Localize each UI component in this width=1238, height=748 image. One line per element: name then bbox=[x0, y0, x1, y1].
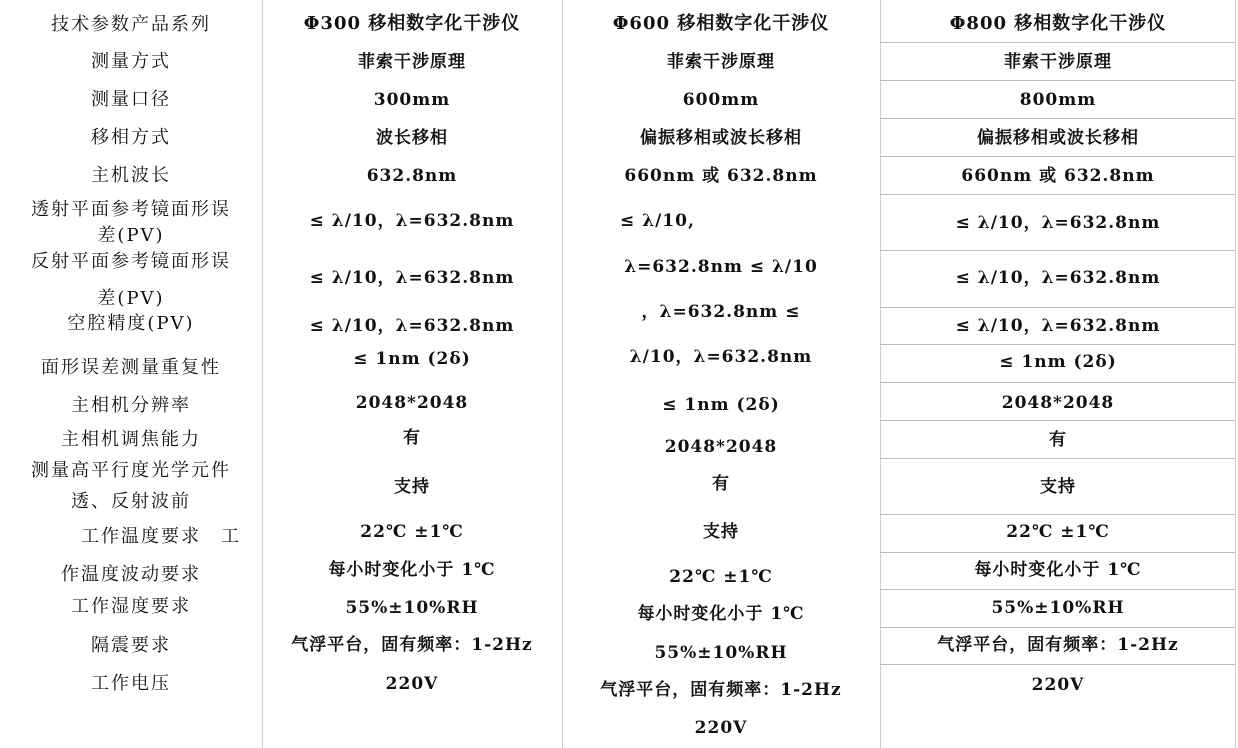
label-column bbox=[0, 0, 262, 748]
value-cell: 有 bbox=[712, 474, 730, 494]
value-cell: 气浮平台，固有频率：1-2Hz bbox=[600, 680, 842, 700]
label-phase-shift: 移相方式 bbox=[91, 127, 171, 148]
value-cell: 2048*2048 bbox=[1001, 393, 1115, 413]
value-cell: 菲索干涉原理 bbox=[1004, 52, 1112, 72]
value-cell: 气浮平台，固有频率：1-2Hz bbox=[937, 635, 1179, 655]
label-humidity: 工作湿度要求 bbox=[71, 596, 191, 617]
value-cell: 660nm 或 632.8nm bbox=[624, 166, 818, 186]
value-cell: λ=632.8nm ≤ λ/10 bbox=[624, 257, 818, 277]
value-cell: 800mm bbox=[1019, 90, 1097, 110]
value-cell: ≤ λ/10，λ=632.8nm bbox=[955, 213, 1161, 233]
value-cell: 每小时变化小于 1℃ bbox=[637, 604, 805, 624]
value-cell: ，λ=632.8nm ≤ bbox=[641, 302, 801, 322]
value-cell: ≤ λ/10，λ=632.8nm bbox=[955, 316, 1161, 336]
value-cell: 220V bbox=[1031, 675, 1085, 695]
label-voltage: 工作电压 bbox=[91, 673, 171, 694]
value-cell: 支持 bbox=[1040, 477, 1076, 497]
label-wavefront: 透、反射波前 bbox=[71, 491, 191, 512]
value-cell: 每小时变化小于 1℃ bbox=[974, 560, 1142, 580]
label-product-series: 技术参数产品系列 bbox=[51, 14, 211, 35]
label-repeatability: 面形误差测量重复性 bbox=[41, 357, 221, 378]
value-cell: 支持 bbox=[703, 522, 739, 542]
value-cell: 55%±10%RH bbox=[654, 643, 788, 663]
product-title-600: Φ600 移相数字化干涉仪 bbox=[612, 13, 830, 34]
product-column-600 bbox=[562, 0, 880, 748]
label-aperture: 测量口径 bbox=[91, 89, 171, 110]
value-cell: 220V bbox=[385, 674, 439, 694]
value-cell: 22℃ ±1℃ bbox=[360, 522, 464, 542]
label-transmission-error-pv: 差(PV) bbox=[97, 225, 165, 246]
value-cell: 偏振移相或波长移相 bbox=[640, 128, 802, 148]
value-cell: ≤ λ/10，λ=632.8nm bbox=[955, 268, 1161, 288]
value-cell: 支持 bbox=[394, 477, 430, 497]
value-cell: 300mm bbox=[373, 90, 451, 110]
value-cell: 波长移相 bbox=[376, 128, 448, 148]
value-cell: 每小时变化小于 1℃ bbox=[328, 560, 496, 580]
product-title-800: Φ800 移相数字化干涉仪 bbox=[949, 13, 1167, 34]
value-cell: 632.8nm bbox=[366, 166, 458, 186]
label-high-parallel: 测量高平行度光学元件 bbox=[31, 460, 231, 481]
label-vibration: 隔震要求 bbox=[91, 635, 171, 656]
product-column-300 bbox=[262, 0, 562, 748]
value-cell: ≤ 1nm (2δ) bbox=[662, 395, 780, 415]
value-cell: 55%±10%RH bbox=[345, 598, 479, 618]
label-temperature: 工作温度要求 工 bbox=[81, 526, 241, 547]
value-cell: ≤ λ/10，λ=632.8nm bbox=[309, 268, 515, 288]
value-cell: 偏振移相或波长移相 bbox=[977, 128, 1139, 148]
value-cell: ≤ 1nm (2δ) bbox=[353, 349, 471, 369]
value-cell: 菲索干涉原理 bbox=[667, 52, 775, 72]
value-cell: 660nm 或 632.8nm bbox=[961, 166, 1155, 186]
label-cavity-accuracy: 空腔精度(PV) bbox=[67, 313, 195, 334]
label-camera-focus: 主相机调焦能力 bbox=[61, 429, 201, 450]
value-cell: 菲索干涉原理 bbox=[358, 52, 466, 72]
value-cell: λ/10，λ=632.8nm bbox=[629, 347, 813, 367]
value-cell: 600mm bbox=[682, 90, 760, 110]
value-cell: 有 bbox=[403, 428, 421, 448]
value-cell: ≤ λ/10, bbox=[620, 211, 695, 231]
label-temperature-fluctuation: 作温度波动要求 bbox=[61, 564, 201, 585]
value-cell: 2048*2048 bbox=[664, 437, 778, 457]
value-cell: 2048*2048 bbox=[355, 393, 469, 413]
label-camera-resolution: 主相机分辨率 bbox=[71, 395, 191, 416]
value-cell: ≤ 1nm (2δ) bbox=[999, 352, 1117, 372]
label-reflection-error: 反射平面参考镜面形误 bbox=[31, 251, 231, 272]
label-transmission-error: 透射平面参考镜面形误 bbox=[31, 199, 231, 220]
product-title-300: Φ300 移相数字化干涉仪 bbox=[303, 13, 521, 34]
value-cell: 22℃ ±1℃ bbox=[669, 567, 773, 587]
value-cell: 22℃ ±1℃ bbox=[1006, 522, 1110, 542]
value-cell: 55%±10%RH bbox=[991, 598, 1125, 618]
label-measure-method: 测量方式 bbox=[91, 51, 171, 72]
value-cell: ≤ λ/10，λ=632.8nm bbox=[309, 211, 515, 231]
label-reflection-error-pv: 差(PV) bbox=[97, 288, 165, 309]
label-wavelength: 主机波长 bbox=[91, 165, 171, 186]
value-cell: 220V bbox=[694, 718, 748, 738]
product-column-800 bbox=[880, 0, 1236, 748]
value-cell: ≤ λ/10，λ=632.8nm bbox=[309, 316, 515, 336]
value-cell: 气浮平台，固有频率：1-2Hz bbox=[291, 635, 533, 655]
value-cell: 有 bbox=[1049, 430, 1067, 450]
